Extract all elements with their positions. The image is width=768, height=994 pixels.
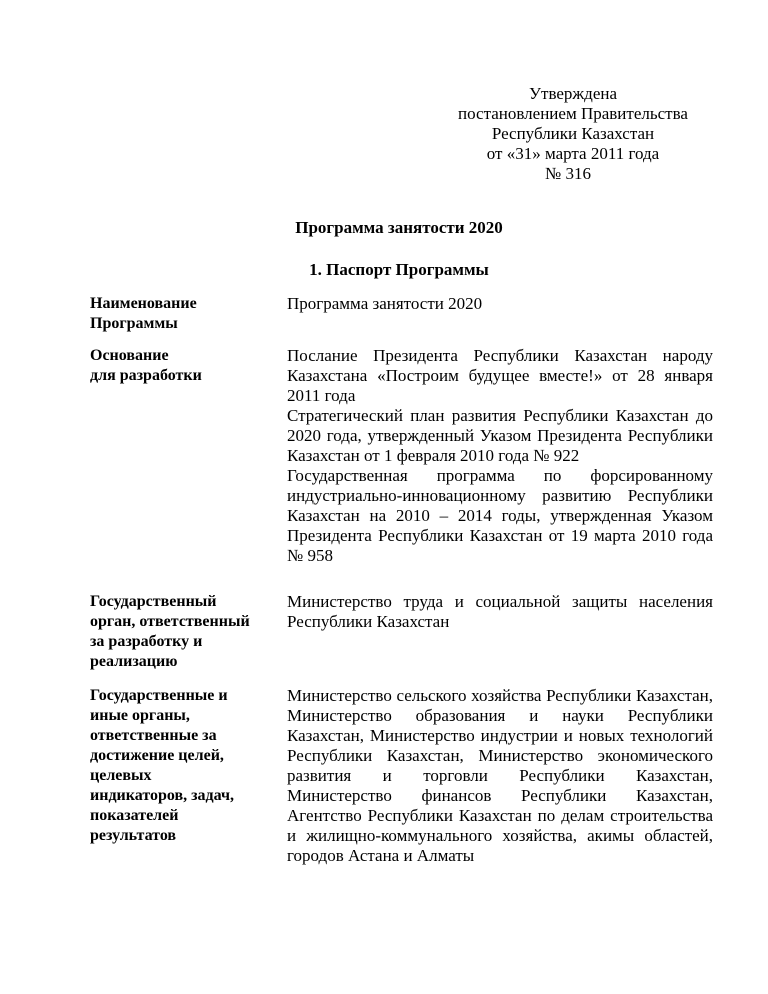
label-line: орган, ответственный — [90, 613, 250, 630]
label-line: достижение целей, — [90, 747, 224, 764]
label-line: Наименование — [90, 295, 197, 312]
row-value — [287, 294, 713, 314]
approval-line: постановлением Правительства — [458, 104, 688, 123]
label-line: за разработку и — [90, 633, 203, 650]
label-line: результатов — [90, 827, 177, 844]
program-title: Программа занятости 2020 — [295, 218, 503, 237]
approval-line: Республики Казахстан — [491, 124, 655, 143]
value-text: Программа занятости 2020 — [287, 294, 483, 313]
value-text: Министерство сельского хозяйства Республики Казахстан, Министерство образования и науки Республики Казахстан, Министерство индустрии и новых технологий Республики Казахстан, Министерство экономического развития и торговли Республики Казахстан, Министерство финансов Республики Казахстан, Агентство Республики Казахстан по делам строительства и жилищно-коммунального хозяйства, акимы областей, городов Астана и Алматы — [287, 686, 713, 865]
approval-number: № 316 — [545, 164, 591, 183]
row-label — [90, 294, 280, 334]
approval-line: от «31» марта 2011 года — [486, 144, 660, 163]
row-value — [287, 346, 713, 566]
label-line: показателей — [90, 807, 179, 824]
value-paragraph: Стратегический план развития Республики Казахстан до 2020 года, утвержденный Указом Президента Республики Казахстан от 1 февраля 2010 года № 922 — [287, 406, 713, 465]
label-line: индикаторов, задач, — [90, 787, 235, 804]
label-line: для разработки — [90, 367, 202, 384]
label-line: Программы — [90, 315, 178, 332]
row-label — [90, 686, 280, 846]
label-line: Государственные и — [90, 687, 228, 704]
row-label — [90, 592, 280, 672]
approval-line: Утверждена — [528, 84, 618, 103]
value-text: Министерство труда и социальной защиты населения Республики Казахстан — [287, 592, 713, 631]
label-line: иные органы, — [90, 707, 190, 724]
section-title: 1. Паспорт Программы — [309, 260, 489, 279]
label-line: Основание — [90, 347, 169, 364]
label-line: реализацию — [90, 653, 178, 670]
label-line: Государственный — [90, 593, 217, 610]
label-line: ответственные за — [90, 727, 217, 744]
row-value — [287, 686, 713, 866]
label-line: целевых — [90, 767, 152, 784]
approval-stamp — [428, 84, 718, 184]
value-paragraph: Государственная программа по форсированному индустриально-инновационному развитию Республики Казахстан на 2010 – 2014 годы, утвержденная Указом Президента Республики Казахстан от 19 марта 2010 года № 958 — [287, 466, 713, 565]
value-paragraph: Послание Президента Республики Казахстан народу Казахстана «Построим будущее вместе!» от 28 января 2011 года — [287, 346, 713, 405]
row-value — [287, 592, 713, 632]
row-label — [90, 346, 280, 386]
